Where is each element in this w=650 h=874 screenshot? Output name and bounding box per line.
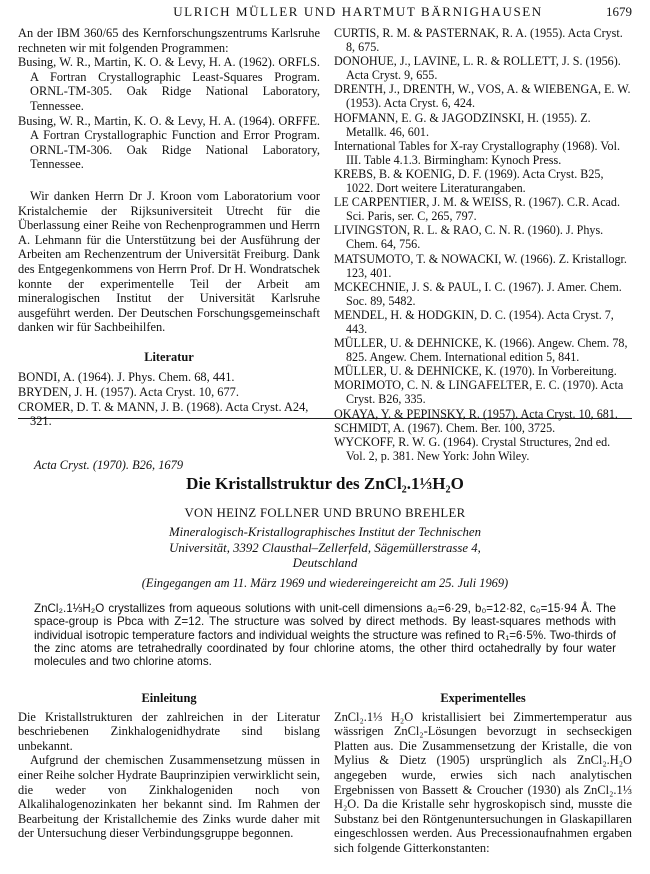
abstract: ZnCl₂.1⅓H₂O crystallizes from aqueous solutions with unit-cell dimensions a₀=6·29, b₀=12·82, c₀=15·94 Å. The space-group is Pbca with Z=12. The structure was solved by direct methods. By least-squares methods with individual isotropic temperature factors and individual weights the structure was refined to R₁=6·5%. Two-thirds of the zinc atoms are tetrahedrally coordinated by four chlorine atoms, the other third octahedrally by four water molecules and two chlorine atoms. xyxy=(34,602,616,669)
acknowledgement: Wir danken Herrn Dr J. Kroon vom Laboratorium voor Kristalchemie der Rijksuniversiteit Utrecht für die Überlassung einer Reihe von Rechenprogrammen und Herrn A. Lehmann für die Unterstützung bei der Ausführung der Arbeiten am Rechenzentrum der Universität Freiburg. Dank des Entgegenkommens von Herrn Prof. Dr H. Wondratschek konnte der experimentelle Teil der Arbeit am mineralogischen Institut der Universität Karlsruhe ausgeführt werden. Der Deutschen Forschungsgemeinschaft danken wir für Sachbeihilfen. xyxy=(18,188,320,335)
article-citation: Acta Cryst. (1970). B26, 1679 xyxy=(34,458,184,472)
einleitung-heading: Einleitung xyxy=(141,691,197,705)
einleitung-section xyxy=(18,691,320,841)
ref-item: LE CARPENTIER, J. M. & WEISS, R. (1967). C.R. Acad. Sci. Paris, ser. C, 265, 797. xyxy=(334,195,620,224)
program-ref-orfls: Busing, W. R., Martin, K. O. & Levy, H. A. (1962). ORFLS. A Fortran Crystallographic Least-Squares Program. ORNL-TM-305. Oak Ridge National Laboratory, Tennessee. xyxy=(18,55,320,113)
programs-intro: An der IBM 360/65 des Kernforschungszentrums Karlsruhe rechneten wir mit folgenden Programmen: xyxy=(18,26,320,55)
ref-item: HOFMANN, E. G. & JAGODZINSKI, H. (1955). Z. Metallk. 46, 601. xyxy=(334,110,591,139)
ref-item: DRENTH, J., DRENTH, W., VOS, A. & WIEBENGA, E. W. (1953). Acta Cryst. 6, 424. xyxy=(334,82,631,111)
experimentelles-heading: Experimentelles xyxy=(440,691,526,705)
left-column-top xyxy=(18,26,320,429)
ref-item: BRYDEN, J. H. (1957). Acta Cryst. 10, 677. xyxy=(18,385,239,400)
einleitung-paragraph-1: Die Kristallstrukturen der zahlreichen in der Literatur beschriebenen Zinkhalogenidhydrate sind bislang unbekannt. xyxy=(18,709,320,753)
article-divider xyxy=(18,418,632,419)
ref-item: OKAYA, Y. & PEPINSKY, R. (1957). Acta Cryst. 10, 681. xyxy=(334,406,618,421)
ref-item: MENDEL, H. & HODGKIN, D. C. (1954). Acta Cryst. 7, 443. xyxy=(334,307,614,336)
ref-item: MORIMOTO, C. N. & LINGAFELTER, E. C. (1970). Acta Cryst. B26, 335. xyxy=(334,378,624,407)
right-reference-list xyxy=(334,26,632,463)
ref-item: MÜLLER, U. & DEHNICKE, K. (1966). Angew. Chem. 78, 825. Angew. Chem. International edition 5, 841. xyxy=(334,336,628,365)
ref-item: DONOHUE, J., LAVINE, L. R. & ROLLETT, J. S. (1956). Acta Cryst. 9, 655. xyxy=(334,54,621,83)
ref-item: MÜLLER, U. & DEHNICKE, K. (1970). In Vorbereitung. xyxy=(334,364,617,379)
literatur-heading: Literatur xyxy=(144,349,194,364)
article-authors: VON HEINZ FOLLNER UND BRUNO BREHLER xyxy=(184,506,466,520)
ref-item: WYCKOFF, R. W. G. (1964). Crystal Structures, 2nd ed. Vol. 2, p. 381. New York: John Wiley. xyxy=(334,434,611,463)
ref-item: LIVINGSTON, R. L. & RAO, C. N. R. (1960). J. Phys. Chem. 64, 756. xyxy=(334,223,604,252)
ref-item: KREBS, B. & KOENIG, D. F. (1969). Acta Cryst. B25, 1022. Dort weitere Literaturangaben. xyxy=(334,166,604,196)
ref-item: International Tables for X-ray Crystallography (1968). Vol. III. Table 4.1.3. Birmingham: Kynoch Press. xyxy=(334,138,620,167)
page-number: 1679 xyxy=(606,4,632,19)
article-affiliation: Mineralogisch-Kristallographisches Institut der Technischen Universität, 3392 Clausthal–Zellerfeld, Sägemüllerstrasse 4, Deutschland xyxy=(169,525,481,570)
einleitung-paragraph-2: Aufgrund der chemischen Zusammensetzung müssen in einer Reihe solcher Hydrate Bauprinzipien verwirklicht sein, die weder von Zinkhalogeniden noch von Alkalihalogenozinkaten her bekannt sind. Im Rahmen der Bearbeitung der Kristallchemie des Zinks wurde daher mit der Untersuchung dieser Verbindungsgruppe begonnen. xyxy=(18,753,320,841)
program-ref-orffe: Busing, W. R., Martin, K. O. & Levy, H. A. (1964). ORFFE. A Fortran Crystallographic Function and Error Program. ORNL-TM-306. Oak Ridge National Laboratory, Tennessee. xyxy=(18,113,320,172)
ref-item: CURTIS, R. M. & PASTERNAK, R. A. (1955). Acta Cryst. 8, 675. xyxy=(334,26,623,55)
running-title: ULRICH MÜLLER UND HARTMUT BÄRNIGHAUSEN xyxy=(173,4,543,19)
ref-item: MCKECHNIE, J. S. & PAUL, I. C. (1967). J. Amer. Chem. Soc. 89, 5482. xyxy=(334,279,622,308)
ref-item: BONDI, A. (1964). J. Phys. Chem. 68, 441. xyxy=(18,370,235,385)
received-date: (Eingegangen am 11. März 1969 und wiedereingereicht am 25. Juli 1969) xyxy=(141,576,509,590)
article-title: Die Kristallstruktur des ZnCl₂.1⅓H₂O xyxy=(186,474,464,493)
experimentelles-paragraph: ZnCl₂.1⅓ H₂O kristallisiert bei Zimmertemperatur aus wässrigen ZnCl₂-Lösungen bevorzugt in sechseckigen Platten aus. Die Zusammensetzung der Kristalle, die von Mylius & Dietz (1905) ursprünglich als ZnCl₂.H₂O angegeben wurde, erwies sich nach analytischen Ergebnissen von Bassett & Croucher (1930) als ZnCl₂.1⅓ H₂O. Da die Kristalle sehr hygroskopisch sind, musste die Substanz bei den Röntgenuntersuchungen in Glaskapillaren eingeschlossen werden. Aus Precessionaufnahmen ergaben sich folgende Gitterkonstanten: xyxy=(334,709,632,855)
experimentelles-section xyxy=(334,691,632,856)
ref-item: MATSUMOTO, T. & NOWACKI, W. (1966). Z. Kristallogr. 123, 401. xyxy=(334,251,627,280)
ref-item: SCHMIDT, A. (1967). Chem. Ber. 100, 3725. xyxy=(334,420,556,435)
ref-item: CROMER, D. T. & MANN, J. B. (1968). Acta Cryst. A24, 321. xyxy=(18,399,309,429)
